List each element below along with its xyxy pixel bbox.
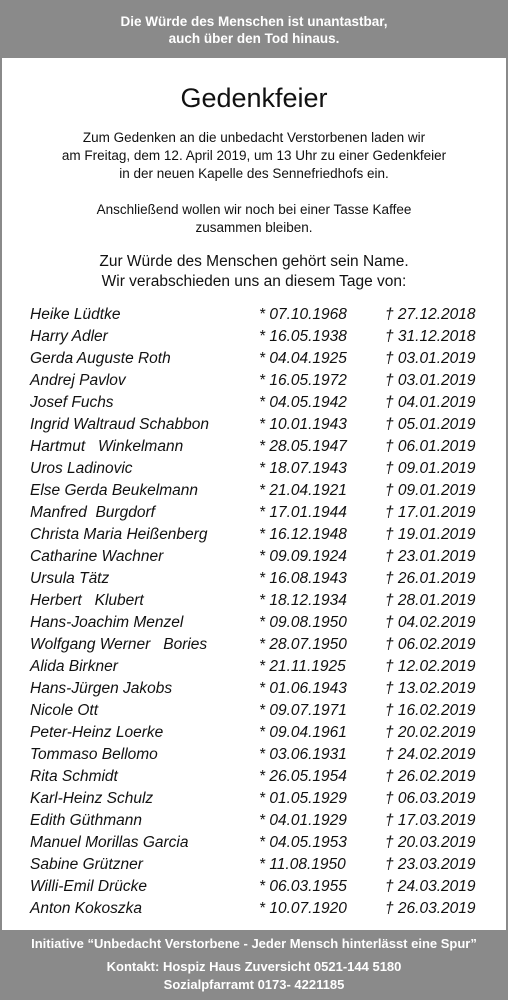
coffee-text [2, 201, 506, 237]
list-item [2, 546, 506, 568]
birth-date: * 28.05.1947 [259, 438, 347, 455]
person-name: Alida Birkner [30, 658, 118, 675]
death-date: † 23.03.2019 [385, 856, 476, 873]
list-item [2, 898, 506, 920]
person-name: Hartmut Winkelmann [30, 438, 184, 455]
list-item [2, 634, 506, 656]
list-item [2, 700, 506, 722]
death-date: † 23.01.2019 [385, 548, 476, 565]
list-item [2, 788, 506, 810]
death-date: † 09.01.2019 [385, 482, 476, 499]
birth-date: * 01.05.1929 [259, 790, 347, 807]
person-name: Heike Lüdtke [30, 306, 121, 323]
birth-date: * 16.05.1972 [259, 372, 347, 389]
death-date: † 20.02.2019 [385, 724, 476, 741]
death-date: † 05.01.2019 [385, 416, 476, 433]
list-item [2, 810, 506, 832]
death-date: † 04.02.2019 [385, 614, 476, 631]
death-date: † 04.01.2019 [385, 394, 476, 411]
list-item [2, 524, 506, 546]
death-date: † 12.02.2019 [385, 658, 476, 675]
list-item [2, 612, 506, 634]
death-date: † 09.01.2019 [385, 460, 476, 477]
person-name: Willi-Emil Drücke [30, 878, 147, 895]
coffee-line-1: Anschließend wollen wir noch bei einer Tasse Kaffee [96, 202, 412, 217]
list-item [2, 568, 506, 590]
list-item [2, 348, 506, 370]
death-date: † 20.03.2019 [385, 834, 476, 851]
person-name: Nicole Ott [30, 702, 99, 719]
person-name: Rita Schmidt [30, 768, 118, 785]
list-item [2, 304, 506, 326]
list-item [2, 854, 506, 876]
birth-date: * 28.07.1950 [259, 636, 347, 653]
death-date: † 31.12.2018 [385, 328, 476, 345]
list-item [2, 370, 506, 392]
list-item [2, 832, 506, 854]
invitation-text [2, 129, 506, 183]
birth-date: * 18.12.1934 [259, 592, 347, 609]
page-title: Gedenkfeier [180, 83, 328, 113]
birth-date: * 07.10.1968 [259, 306, 347, 323]
death-date: † 06.01.2019 [385, 438, 476, 455]
list-item [2, 656, 506, 678]
birth-date: * 26.05.1954 [259, 768, 347, 785]
initiative-text: Initiative “Unbedacht Verstorbene - Jeder Mensch hinterlässt eine Spur” [31, 935, 477, 951]
birth-date: * 16.12.1948 [259, 526, 347, 543]
birth-date: * 04.05.1953 [259, 834, 347, 851]
dignity-text [2, 252, 506, 292]
person-name: Josef Fuchs [30, 394, 114, 411]
birth-date: * 06.03.1955 [259, 878, 347, 895]
person-name: Andrej Pavlov [30, 372, 126, 389]
dignity-line-1: Zur Würde des Menschen gehört sein Name. [99, 253, 409, 270]
birth-date: * 09.08.1950 [259, 614, 347, 631]
list-item [2, 458, 506, 480]
person-name: Ingrid Waltraud Schabbon [30, 416, 209, 433]
list-item [2, 326, 506, 348]
list-item [2, 436, 506, 458]
birth-date: * 16.05.1938 [259, 328, 347, 345]
death-date: † 24.03.2019 [385, 878, 476, 895]
birth-date: * 18.07.1943 [259, 460, 347, 477]
person-name: Harry Adler [30, 328, 108, 345]
list-item [2, 480, 506, 502]
death-date: † 06.02.2019 [385, 636, 476, 653]
person-name: Manuel Morillas Garcia [30, 834, 189, 851]
invitation-line-3: in der neuen Kapelle des Sennefriedhofs ein. [119, 166, 389, 181]
person-name: Sabine Grützner [30, 856, 143, 873]
birth-date: * 11.08.1950 [259, 856, 346, 873]
death-date: † 19.01.2019 [385, 526, 476, 543]
death-date: † 27.12.2018 [385, 306, 476, 323]
list-item [2, 744, 506, 766]
birth-date: * 21.04.1921 [259, 482, 347, 499]
birth-date: * 04.05.1942 [259, 394, 347, 411]
list-item [2, 678, 506, 700]
list-item [2, 502, 506, 524]
person-name: Manfred Burgdorf [30, 504, 155, 521]
birth-date: * 04.01.1929 [259, 812, 347, 829]
person-name: Tommaso Bellomo [30, 746, 158, 763]
person-name: Karl-Heinz Schulz [30, 790, 154, 807]
birth-date: * 16.08.1943 [259, 570, 347, 587]
death-date: † 16.02.2019 [385, 702, 476, 719]
birth-date: * 09.07.1971 [259, 702, 347, 719]
death-date: † 26.01.2019 [385, 570, 476, 587]
person-name: Gerda Auguste Roth [30, 350, 171, 367]
bottom-banner [2, 930, 506, 998]
death-date: † 03.01.2019 [385, 372, 476, 389]
death-date: † 06.03.2019 [385, 790, 476, 807]
coffee-line-2: zusammen bleiben. [195, 220, 313, 235]
birth-date: * 09.04.1961 [259, 724, 347, 741]
death-date: † 17.01.2019 [385, 504, 476, 521]
list-item [2, 722, 506, 744]
person-name: Edith Güthmann [30, 812, 143, 829]
motto-line-1: Die Würde des Menschen ist unantastbar, [120, 14, 388, 29]
person-name: Herbert Klubert [30, 592, 144, 609]
list-item [2, 590, 506, 612]
birth-date: * 17.01.1944 [259, 504, 347, 521]
person-name: Uros Ladinovic [30, 460, 133, 477]
motto-line-2: auch über den Tod hinaus. [168, 31, 340, 46]
person-name: Christa Maria Heißenberg [30, 526, 208, 543]
birth-date: * 04.04.1925 [259, 350, 347, 367]
invitation-line-2: am Freitag, dem 12. April 2019, um 13 Uhr zu einer Gedenkfeier [61, 148, 447, 163]
person-name: Hans-Jürgen Jakobs [30, 680, 173, 697]
person-name: Ursula Tätz [30, 570, 110, 587]
birth-date: * 09.09.1924 [259, 548, 347, 565]
invitation-line-1: Zum Gedenken an die unbedacht Verstorbenen laden wir [82, 130, 426, 145]
deceased-list [2, 304, 506, 920]
person-name: Peter-Heinz Loerke [30, 724, 164, 741]
death-date: † 26.02.2019 [385, 768, 476, 785]
list-item [2, 392, 506, 414]
list-item [2, 414, 506, 436]
contact-line-2: Sozialpfarramt 0173- 4221185 [163, 976, 345, 992]
person-name: Anton Kokoszka [30, 900, 143, 917]
person-name: Else Gerda Beukelmann [30, 482, 199, 499]
dignity-line-2: Wir verabschieden uns an diesem Tage von: [101, 273, 407, 290]
birth-date: * 03.06.1931 [259, 746, 347, 763]
list-item [2, 876, 506, 898]
death-date: † 28.01.2019 [385, 592, 476, 609]
death-date: † 13.02.2019 [385, 680, 476, 697]
list-item [2, 766, 506, 788]
birth-date: * 10.01.1943 [259, 416, 347, 433]
person-name: Hans-Joachim Menzel [30, 614, 184, 631]
birth-date: * 01.06.1943 [259, 680, 347, 697]
birth-date: * 21.11.1925 [259, 658, 346, 675]
death-date: † 26.03.2019 [385, 900, 476, 917]
birth-date: * 10.07.1920 [259, 900, 347, 917]
person-name: Wolfgang Werner Bories [30, 636, 208, 653]
contact-line-1: Kontakt: Hospiz Haus Zuversicht 0521-144 5180 [106, 958, 402, 974]
person-name: Catharine Wachner [30, 548, 164, 565]
top-banner [2, 2, 506, 58]
death-date: † 03.01.2019 [385, 350, 476, 367]
death-date: † 17.03.2019 [385, 812, 476, 829]
death-date: † 24.02.2019 [385, 746, 476, 763]
